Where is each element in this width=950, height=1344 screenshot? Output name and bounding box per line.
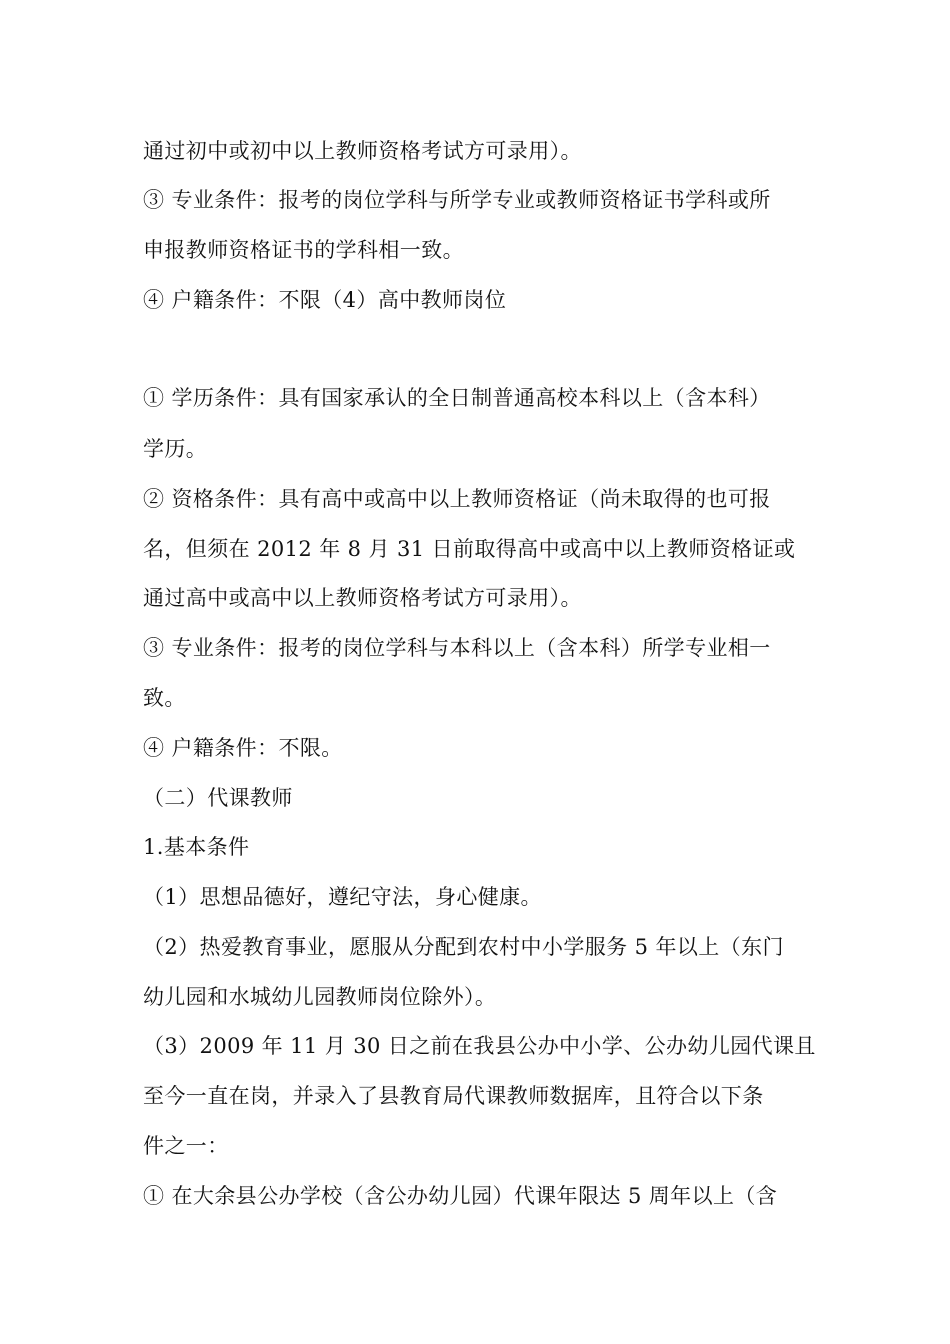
text-line: 至今一直在岗，并录入了县教育局代课教师数据库，且符合以下条 <box>143 1084 764 1108</box>
text-line: （3）2009 年 11 月 30 日之前在我县公办中小学、公办幼儿园代课且 <box>143 1034 816 1058</box>
text-line: ① 在大余县公办学校（含公办幼儿园）代课年限达 5 周年以上（含 <box>143 1184 778 1208</box>
text-line: 学历。 <box>143 437 208 461</box>
text-line: 致。 <box>143 686 186 710</box>
text-line: ④ 户籍条件：不限（4）高中教师岗位 <box>143 288 507 312</box>
text-line: 通过初中或初中以上教师资格考试方可录用）。 <box>143 139 582 163</box>
text-line: 幼儿园和水城幼儿园教师岗位除外）。 <box>143 985 497 1009</box>
text-line: 名，但须在 2012 年 8 月 31 日前取得高中或高中以上教师资格证或 <box>143 537 796 561</box>
text-line: ① 学历条件：具有国家承认的全日制普通高校本科以上（含本科） <box>143 386 771 410</box>
text-line: ③ 专业条件：报考的岗位学科与所学专业或教师资格证书学科或所 <box>143 188 771 212</box>
text-line: 申报教师资格证书的学科相一致。 <box>143 238 464 262</box>
text-line: 件之一： <box>143 1134 229 1158</box>
text-line: （二）代课教师 <box>143 786 293 810</box>
text-line: ② 资格条件：具有高中或高中以上教师资格证（尚未取得的也可报 <box>143 487 771 511</box>
text-line: 通过高中或高中以上教师资格考试方可录用）。 <box>143 586 582 610</box>
text-line: ④ 户籍条件：不限。 <box>143 736 343 760</box>
text-line: （2）热爱教育事业，愿服从分配到农村中小学服务 5 年以上（东门 <box>143 935 784 959</box>
text-line: 1.基本条件 <box>143 835 250 859</box>
text-line: （1）思想品德好，遵纪守法，身心健康。 <box>143 885 542 909</box>
text-line: ③ 专业条件：报考的岗位学科与本科以上（含本科）所学专业相一 <box>143 636 771 660</box>
